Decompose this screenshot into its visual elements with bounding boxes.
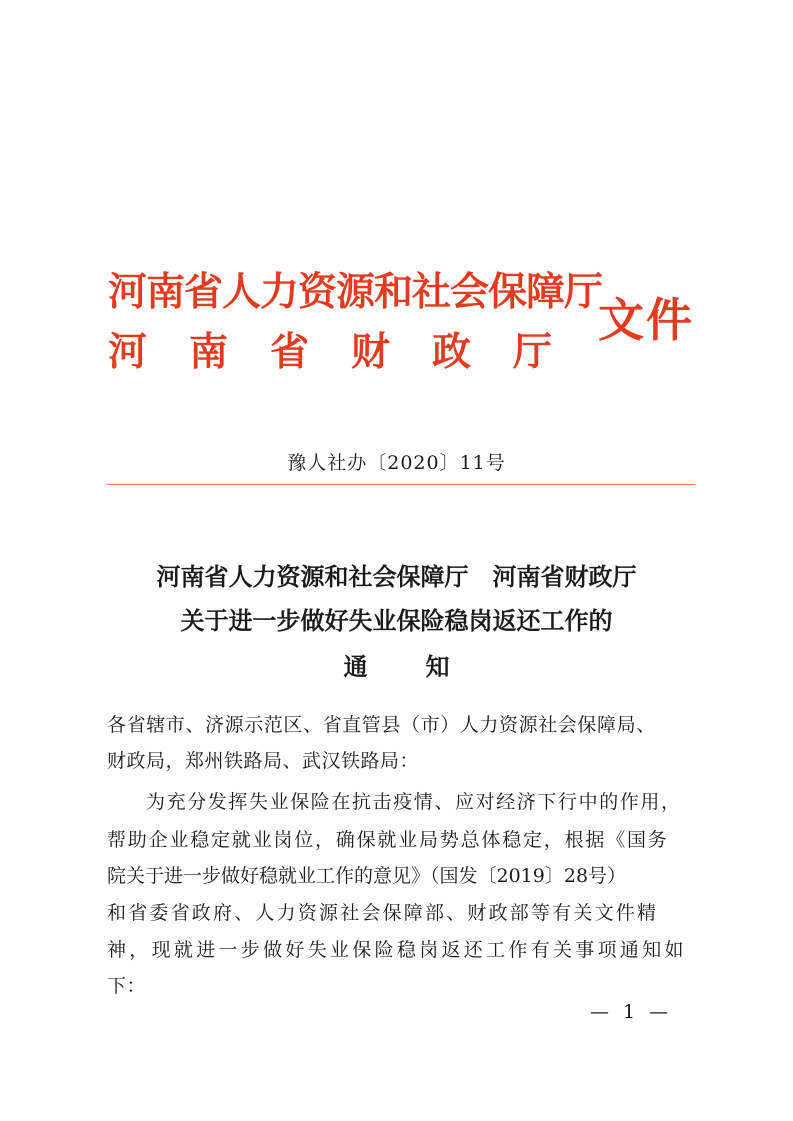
document-header-word: 文件: [598, 293, 694, 347]
paragraph-line-2: 帮助企业稳定就业岗位，确保就业局势总体稳定，根据《国务: [107, 829, 669, 851]
paragraph-line-5: 神，现就进一步做好失业保险稳岗返还工作有关事项通知如: [107, 939, 687, 961]
addressee-line-1: 各省辖市、济源示范区、省直管县（市）人力资源社会保障局、: [107, 714, 656, 736]
paragraph-line-3: 院关于进一步做好稳就业工作的意见》（国发〔2019〕28号）: [107, 865, 627, 887]
page-number: — 1 —: [590, 1001, 673, 1023]
title-line-3: 通知: [343, 652, 508, 681]
addressee-line-2: 财政局，郑州铁路局、武汉铁路局：: [107, 750, 420, 772]
issuer-name-hrss: 河南省人力资源和社会保障厅: [108, 269, 603, 315]
title-line-1: 河南省人力资源和社会保障厅 河南省财政厅: [156, 562, 637, 591]
red-divider-line: [107, 484, 695, 485]
paragraph-line-1: 为充分发挥失业保险在抗击疫情、应对经济下行中的作用，: [146, 791, 682, 813]
issuer-block: [108, 262, 603, 382]
paragraph-line-6: 下：: [107, 975, 147, 997]
paragraph-line-4: 和省委省政府、人力资源社会保障部、财政部等有关文件精: [107, 902, 659, 924]
title-line-2: 关于进一步做好失业保险稳岗返还工作的: [180, 606, 613, 635]
issuer-name-finance: 河南省财政厅: [108, 329, 595, 375]
document-number: 豫人社办〔2020〕11号: [287, 452, 506, 474]
